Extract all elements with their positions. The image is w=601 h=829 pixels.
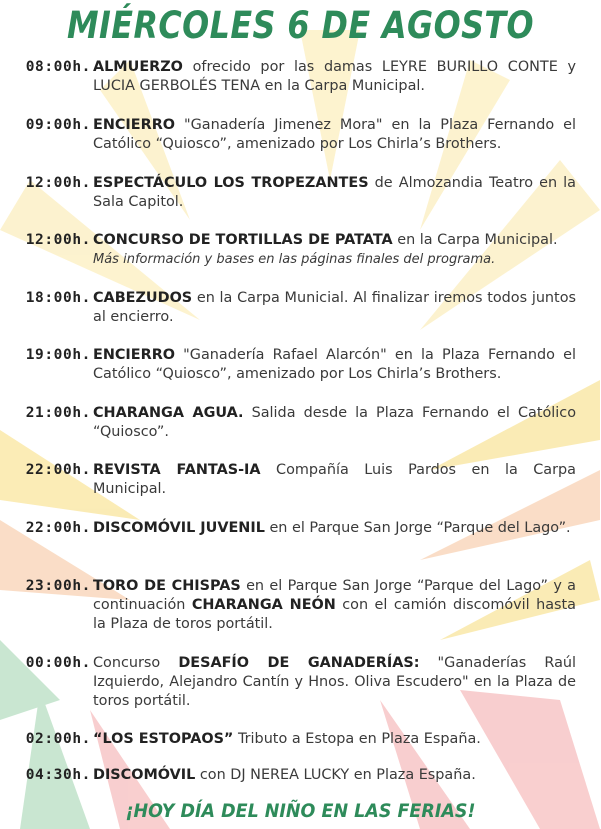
event-text: "Ganadería Jimenez Mora" en la Plaza Fernando el Católico “Quiosco”, amenizado por Los Chirla’s Brothers. — [93, 117, 576, 152]
event-time: 12:00h. — [25, 175, 91, 191]
event-text: Tributo a Estopa en Plaza España. — [233, 731, 481, 747]
event-text: ofrecido por las damas LEYRE BURILLO CONTE y LUCIA GERBOLÉS TENA en la Carpa Municipal. — [93, 59, 576, 94]
event-headline: ALMUERZO — [93, 59, 183, 75]
event-description — [93, 730, 576, 749]
event-time: 04:30h. — [25, 767, 91, 783]
event-time: 22:00h. — [25, 520, 91, 536]
event-description — [93, 231, 576, 269]
event-description — [93, 174, 576, 212]
event-time: 08:00h. — [25, 59, 91, 75]
event-time: 19:00h. — [25, 347, 91, 363]
event-text: Compañía Luis Pardos en la Carpa Municipal. — [93, 462, 576, 497]
event-headline: DESAFÍO DE GANADERÍAS: — [178, 655, 420, 671]
event-text: con DJ NEREA LUCKY en Plaza España. — [195, 767, 476, 783]
event-headline: TORO DE CHISPAS — [93, 578, 241, 594]
event-headline: CABEZUDOS — [93, 290, 193, 306]
event-text-secondary: con el camión discomóvil hasta la Plaza de toros portátil. — [93, 597, 577, 632]
event-description — [93, 577, 576, 634]
event-note: Más información y bases en las páginas finales del programa. — [93, 252, 496, 267]
event-headline: ESPECTÁCULO LOS TROPEZANTES — [93, 175, 369, 191]
event-description — [93, 519, 576, 538]
event-headline: CHARANGA AGUA. — [93, 405, 244, 421]
event-time: 18:00h. — [25, 290, 91, 306]
event-time: 12:00h. — [25, 232, 91, 248]
event-headline: ENCIERRO — [93, 117, 176, 133]
event-description — [93, 289, 576, 327]
event-headline: DISCOMÓVIL — [93, 767, 196, 783]
page-title: MIÉRCOLES 6 DE AGOSTO — [66, 4, 535, 47]
event-description — [93, 58, 576, 96]
event-text: de Almozandia Teatro en la Sala Capitol. — [93, 175, 576, 210]
event-text: en el Parque San Jorge “Parque del Lago” y a continuación — [93, 578, 576, 613]
event-description — [93, 766, 576, 785]
event-time: 09:00h. — [25, 117, 91, 133]
event-text: Salida desde la Plaza Fernando el Católico “Quiosco”. — [93, 405, 576, 440]
event-description — [93, 404, 576, 442]
event-time: 02:00h. — [25, 731, 91, 747]
event-description — [93, 461, 576, 499]
footer-banner: ¡HOY DÍA DEL NIÑO EN LAS FERIAS! — [125, 800, 476, 822]
event-headline: REVISTA FANTAS-IA — [93, 462, 261, 478]
event-text: en el Parque San Jorge “Parque del Lago”. — [264, 520, 571, 536]
event-headline: “LOS ESTOPAOS” — [93, 731, 234, 747]
event-time: 21:00h. — [25, 405, 91, 421]
event-text: "Ganadería Rafael Alarcón" en la Plaza Fernando el Católico “Quiosco”, amenizado por Los Chirla’s Brothers. — [93, 347, 576, 382]
event-headline: DISCOMÓVIL JUVENIL — [93, 520, 265, 536]
event-text: "Ganaderías Raúl Izquierdo, Alejandro Cantín y Hnos. Oliva Escudero" en la Plaza de toros portátil. — [93, 655, 576, 709]
event-time: 23:00h. — [25, 578, 91, 594]
event-text: en la Carpa Municipal. — [392, 232, 558, 248]
event-text: en la Carpa Municial. Al finalizar iremos todos juntos al encierro. — [93, 290, 576, 325]
event-headline-secondary: CHARANGA NEÓN — [191, 597, 336, 613]
event-headline: CONCURSO DE TORTILLAS DE PATATA — [93, 232, 393, 248]
event-description — [93, 116, 576, 154]
event-time: 00:00h. — [25, 655, 91, 671]
event-prefix: Concurso — [93, 655, 179, 671]
event-time: 22:00h. — [25, 462, 91, 478]
event-description — [93, 654, 576, 711]
event-description — [93, 346, 576, 384]
event-headline: ENCIERRO — [93, 347, 176, 363]
